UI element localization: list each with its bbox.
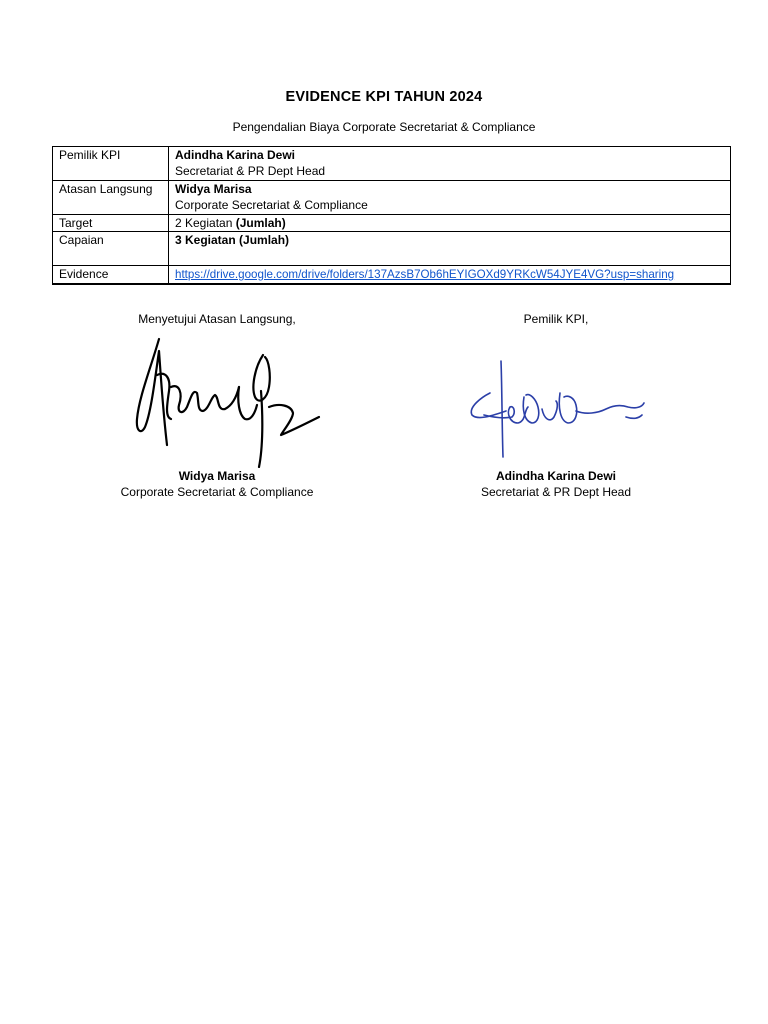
evidence-label: Evidence bbox=[53, 266, 169, 285]
signature-role-pemilik: Secretariat & PR Dept Head bbox=[480, 485, 632, 499]
kpi-table bbox=[52, 146, 731, 285]
evidence-link[interactable]: https://drive.google.com/drive/folders/137AzsB7Ob6hEYIGOXd9YRKcW54JYE4VG?usp=sharing bbox=[175, 268, 675, 281]
target-label: Target bbox=[53, 215, 169, 232]
atasan-role: Corporate Secretariat & Compliance bbox=[175, 198, 368, 212]
table-row-evidence bbox=[53, 266, 731, 285]
signature-block-pemilik bbox=[426, 311, 686, 500]
capaian-value-cell bbox=[169, 232, 731, 266]
signature-atasan-image bbox=[87, 327, 347, 468]
table-row-atasan bbox=[53, 181, 731, 215]
table-row-capaian bbox=[53, 232, 731, 266]
signature-pemilik-image bbox=[426, 327, 686, 468]
target-value-cell bbox=[169, 215, 731, 232]
target-value: 2 Kegiatan bbox=[175, 216, 236, 230]
pemilik-value bbox=[169, 147, 731, 181]
signature-role-atasan: Corporate Secretariat & Compliance bbox=[120, 485, 314, 499]
capaian-value: 3 Kegiatan (Jumlah) bbox=[175, 233, 290, 247]
signature-atasan-ink bbox=[137, 339, 319, 467]
signature-pemilik-ink bbox=[471, 361, 644, 457]
pemilik-name: Adindha Karina Dewi bbox=[175, 148, 296, 162]
document-title: EVIDENCE KPI TAHUN 2024 bbox=[285, 89, 483, 105]
atasan-label: Atasan Langsung bbox=[53, 181, 169, 215]
pemilik-role: Secretariat & PR Dept Head bbox=[175, 164, 326, 178]
capaian-label: Capaian bbox=[53, 232, 169, 266]
table-row-target bbox=[53, 215, 731, 232]
target-unit: (Jumlah) bbox=[235, 216, 286, 230]
pemilik-label: Pemilik KPI bbox=[53, 147, 169, 181]
table-row-pemilik bbox=[53, 147, 731, 181]
signature-atasan bbox=[87, 327, 347, 468]
signature-heading-pemilik: Pemilik KPI, bbox=[523, 312, 589, 326]
signature-name-pemilik: Adindha Karina Dewi bbox=[495, 469, 617, 483]
signature-name-atasan: Widya Marisa bbox=[178, 469, 256, 483]
signature-pemilik bbox=[426, 327, 686, 468]
atasan-name: Widya Marisa bbox=[175, 182, 252, 196]
evidence-value-cell bbox=[169, 266, 731, 285]
document-subtitle: Pengendalian Biaya Corporate Secretariat & Compliance bbox=[232, 120, 536, 134]
signature-block-atasan bbox=[87, 311, 347, 500]
atasan-value bbox=[169, 181, 731, 215]
signature-heading-atasan: Menyetujui Atasan Langsung, bbox=[138, 312, 296, 326]
